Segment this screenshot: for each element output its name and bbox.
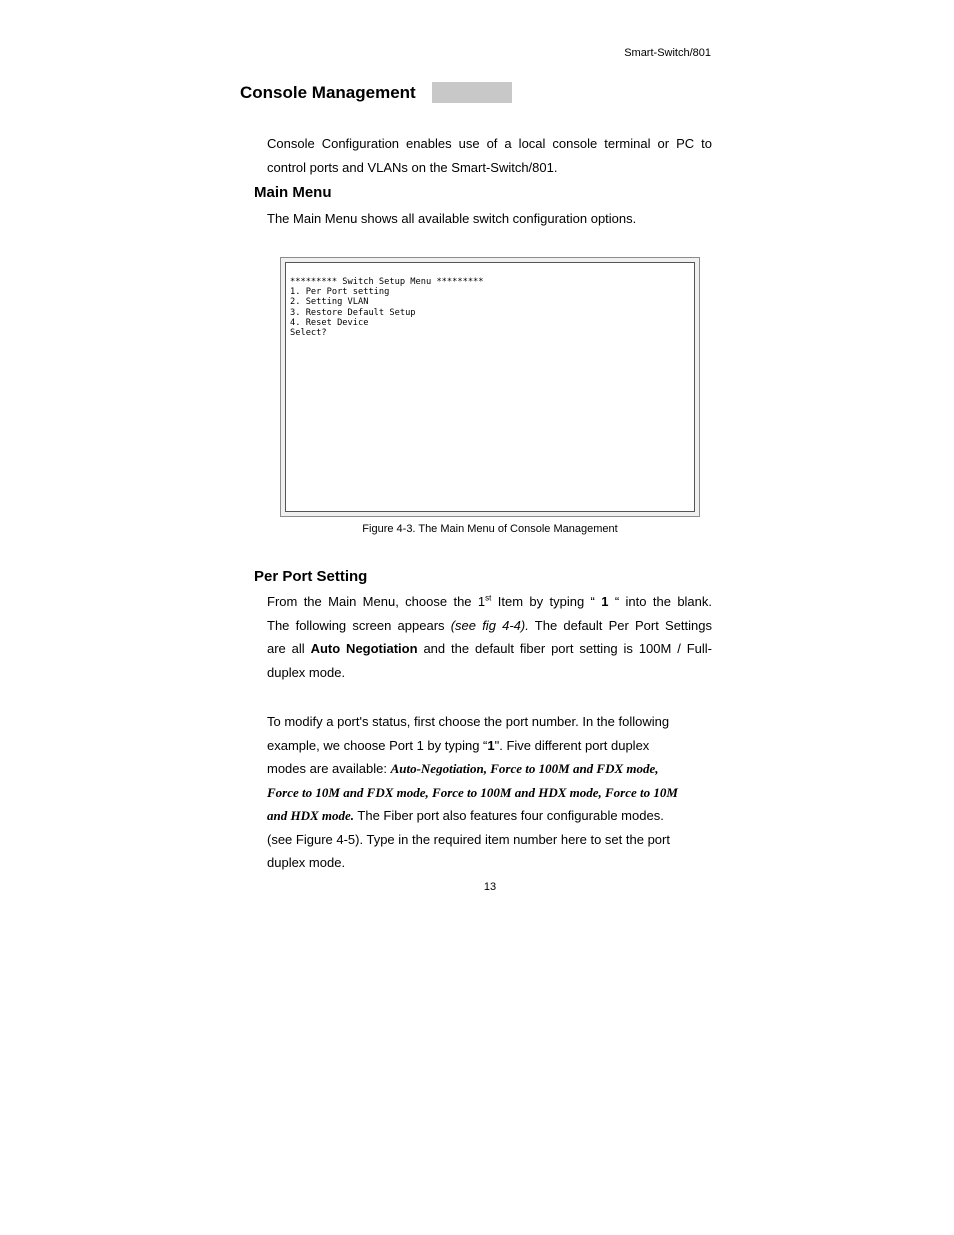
p1-text: are all — [267, 641, 311, 656]
p2-line-7: duplex mode. — [267, 855, 346, 870]
p2-bold-italic: and HDX mode. — [267, 808, 355, 823]
console-line: 3. Restore Default Setup — [290, 307, 416, 318]
p2-text: example, we choose Port 1 by typing “ — [267, 737, 488, 753]
p2-bold-italic: Force to 10M and FDX mode, Force to 100M and HDX mode, Force to 10M — [267, 784, 678, 800]
p1-line-4: duplex mode. — [267, 664, 346, 680]
console-output — [290, 277, 484, 338]
title-highlight-box — [432, 82, 512, 103]
page-number: 13 — [483, 881, 497, 893]
p1-text: The following screen appears — [267, 617, 451, 633]
p2-bold: 1 — [487, 737, 495, 753]
running-header: Smart-Switch/801 — [624, 47, 711, 59]
p1-line-2 — [267, 614, 712, 638]
p2-line-6: (see Figure 4-5). Type in the required item number here to set the port — [267, 831, 670, 847]
per-port-paragraph-1 — [267, 590, 712, 684]
console-line: 4. Reset Device — [290, 317, 369, 328]
intro-line-1: Console Configuration enables use of a local console terminal or PC to — [267, 136, 712, 151]
p1-text: “ into the blank. — [608, 594, 713, 609]
per-port-heading: Per Port Setting — [254, 568, 368, 585]
p1-superscript: st — [485, 593, 492, 603]
p2-text: The Fiber port also features four configurable modes. — [354, 808, 664, 823]
p2-line-5 — [267, 804, 712, 828]
p2-line-1: To modify a port's status, first choose the port number. In the following — [267, 714, 670, 729]
per-port-paragraph-2 — [267, 710, 712, 875]
p1-bold: 1 — [601, 594, 609, 609]
p1-text: Item by typing “ — [491, 594, 602, 609]
p2-bold-italic: Auto-Negotiation, Force to 100M and FDX mode, — [390, 761, 659, 776]
p1-text: and the default fiber port setting is 100M / Full- — [417, 641, 712, 656]
section-title: Console Management — [240, 83, 416, 102]
console-screen — [285, 262, 695, 512]
p1-line-1 — [267, 590, 712, 614]
intro-line-2: control ports and VLANs on the Smart-Switch/801. — [267, 159, 558, 175]
p2-line-4 — [267, 781, 712, 805]
p2-line-3 — [267, 757, 712, 781]
main-menu-text: The Main Menu shows all available switch configuration options. — [267, 211, 637, 226]
p2-line-2 — [267, 734, 712, 758]
p1-italic: (see fig 4-4). — [450, 617, 529, 633]
p1-text: From the Main Menu, choose the 1 — [267, 594, 486, 609]
console-line: ********* Switch Setup Menu ********* — [290, 277, 484, 287]
figure-caption: Figure 4-3. The Main Menu of Console Management — [362, 523, 618, 535]
main-menu-heading: Main Menu — [254, 184, 332, 201]
console-line: Select? — [290, 328, 327, 339]
p2-text: ". Five different port duplex — [494, 737, 650, 753]
p1-bold: Auto Negotiation — [310, 641, 418, 656]
console-line: 2. Setting VLAN — [290, 297, 369, 308]
p2-text: modes are available: — [267, 761, 391, 776]
console-line: 1. Per Port setting — [290, 287, 390, 298]
console-window — [280, 257, 700, 517]
p1-line-3 — [267, 637, 712, 661]
p1-text: The default Per Port Settings — [528, 617, 712, 633]
intro-paragraph — [267, 132, 712, 179]
